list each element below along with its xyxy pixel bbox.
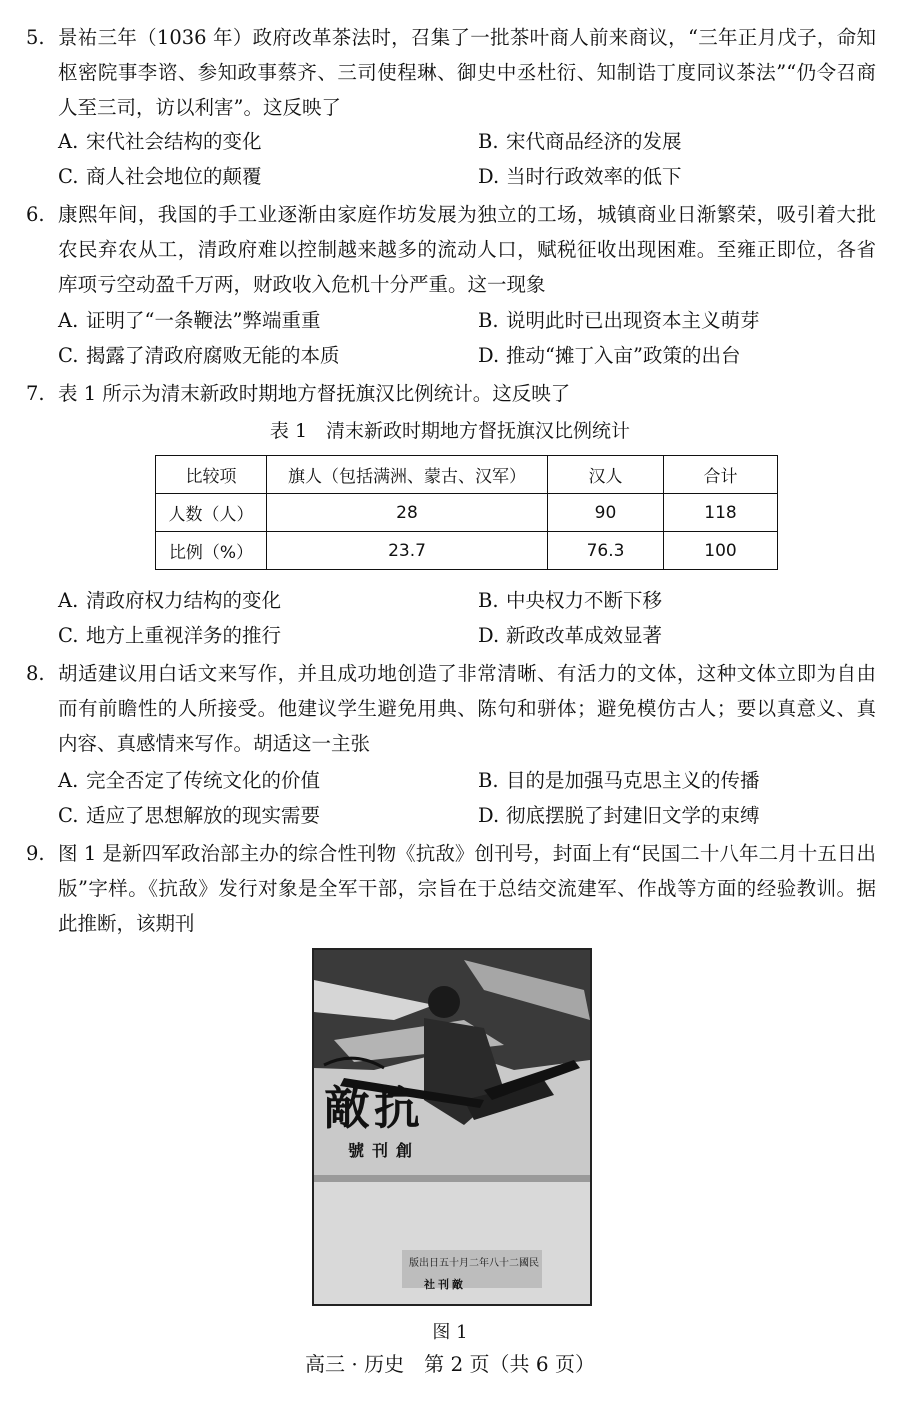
table-cell: 23.7	[267, 532, 548, 570]
question-7	[26, 376, 876, 411]
question-5	[26, 20, 876, 125]
question-6	[26, 197, 876, 302]
table-cell: 90	[548, 494, 664, 532]
table-header-cell: 合计	[664, 456, 778, 494]
cover-publisher: 社刊敵	[424, 1278, 466, 1291]
option-a[interactable]: A. 宋代社会结构的变化	[58, 130, 262, 153]
option-c[interactable]: C. 适应了思想解放的现实需要	[58, 804, 321, 827]
question-number: 5.	[26, 26, 45, 49]
table-cell: 100	[664, 532, 778, 570]
table-caption: 表 1 清末新政时期地方督抚旗汉比例统计	[269, 420, 631, 442]
option-d[interactable]: D. 彻底摆脱了封建旧文学的束缚	[478, 804, 760, 827]
option-a[interactable]: A. 清政府权力结构的变化	[58, 589, 282, 612]
option-d[interactable]: D. 新政改革成效显著	[478, 624, 663, 647]
option-a[interactable]: A. 证明了“一条鞭法”弊端重重	[58, 309, 321, 332]
question-stem: 图 1 是新四军政治部主办的综合性刊物《抗敌》创刊号，封面上有“民国二十八年二月十五日出版”字样。《抗敌》发行对象是全军干部，宗旨在于总结交流建军、作战等方面的经验教训。据此推断，该期刊	[58, 842, 876, 935]
magazine-cover-image	[312, 948, 592, 1306]
question-number: 6.	[26, 203, 45, 226]
option-d[interactable]: D. 推动“摊丁入亩”政策的出台	[478, 344, 741, 367]
question-stem: 表 1 所示为清末新政时期地方督抚旗汉比例统计。这反映了	[58, 382, 571, 405]
cover-subtitle: 號刊創	[348, 1141, 421, 1160]
table-cell: 118	[664, 494, 778, 532]
table-row	[156, 532, 778, 570]
table-header-row	[156, 456, 778, 494]
table-header-cell: 旗人（包括满洲、蒙古、汉军）	[267, 456, 548, 494]
option-b[interactable]: B. 宋代商品经济的发展	[478, 130, 682, 153]
question-number: 7.	[26, 382, 45, 405]
table-cell: 28	[267, 494, 548, 532]
option-c[interactable]: C. 揭露了清政府腐败无能的本质	[58, 344, 340, 367]
table-cell: 比例（%）	[156, 532, 267, 570]
question-stem: 景祐三年（1036 年）政府改革茶法时，召集了一批茶叶商人前来商议，“三年正月戊子，命知枢密院事李谘、参知政事蔡齐、三司使程琳、御史中丞杜衍、知制诰丁度同议茶法”“仍令召商人至三司，访以利害”。这反映了	[58, 26, 876, 119]
option-a[interactable]: A. 完全否定了传统文化的价值	[58, 769, 321, 792]
question-number: 8.	[26, 662, 45, 685]
option-b[interactable]: B. 目的是加强马克思主义的传播	[478, 769, 760, 792]
option-d[interactable]: D. 当时行政效率的低下	[478, 165, 682, 188]
table-header-cell: 比较项	[156, 456, 267, 494]
question-8	[26, 656, 876, 761]
option-c[interactable]: C. 商人社会地位的颠覆	[58, 165, 262, 188]
page-footer: 高三 · 历史 第 2 页（共 6 页）	[305, 1352, 595, 1376]
question-9	[26, 836, 876, 941]
table-header-cell: 汉人	[548, 456, 664, 494]
cover-date: 版出日五十月二年八十二國民	[409, 1258, 539, 1269]
figure-caption: 图 1	[432, 1322, 468, 1343]
question-stem: 康熙年间，我国的手工业逐渐由家庭作坊发展为独立的工场，城镇商业日渐繁荣，吸引着大批农民弃农从工，清政府难以控制越来越多的流动人口，赋税征收出现困难。至雍正即位，各省库项亏空动盈千万两，财政收入危机十分严重。这一现象	[58, 203, 876, 296]
option-b[interactable]: B. 说明此时已出现资本主义萌芽	[478, 309, 760, 332]
table-cell: 人数（人）	[156, 494, 267, 532]
table-row	[156, 494, 778, 532]
option-c[interactable]: C. 地方上重视洋务的推行	[58, 624, 282, 647]
table-cell: 76.3	[548, 532, 664, 570]
question-number: 9.	[26, 842, 45, 865]
option-b[interactable]: B. 中央权力不断下移	[478, 589, 663, 612]
question-stem: 胡适建议用白话文来写作，并且成功地创造了非常清晰、有活力的文体，这种文体立即为自由而有前瞻性的人所接受。他建议学生避免用典、陈句和骈体；避免模仿古人；要以真意义、真内容、真感情来写作。胡适这一主张	[58, 662, 876, 755]
cover-title: 敵抗	[324, 1081, 424, 1135]
statistics-table	[155, 455, 778, 570]
